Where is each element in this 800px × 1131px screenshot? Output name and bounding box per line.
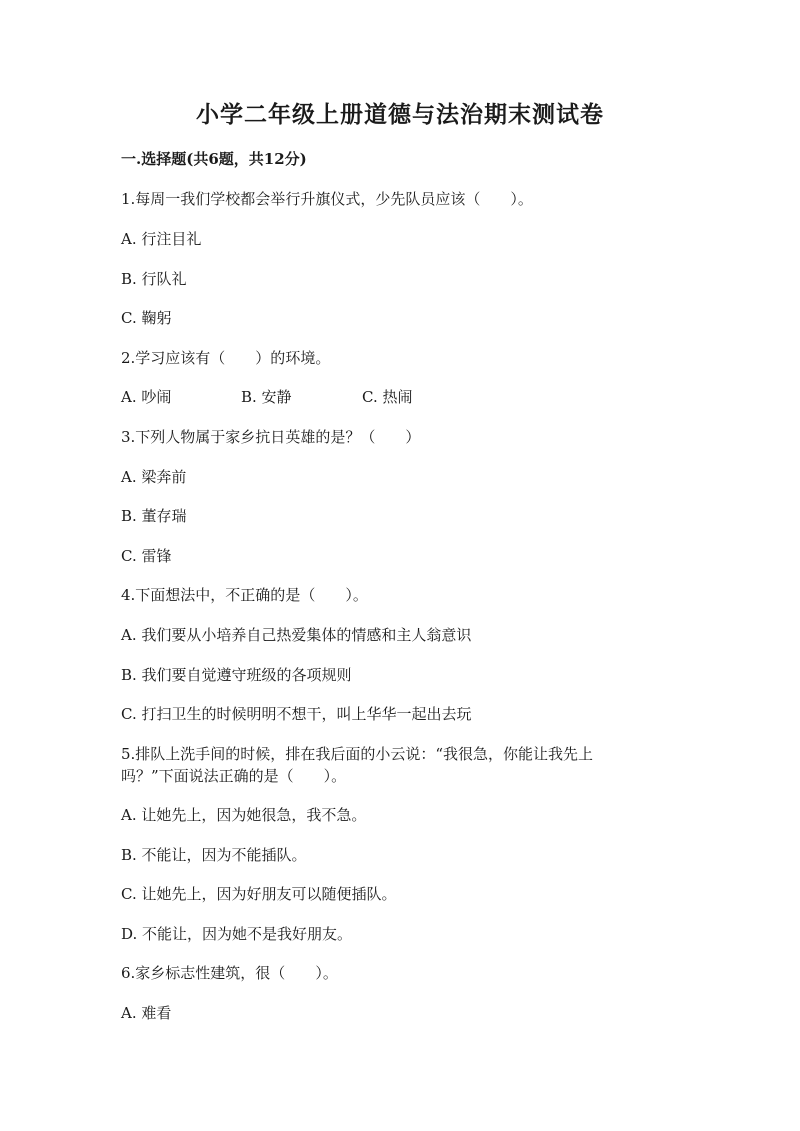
question-5-option-a: A. 让她先上，因为她很急，我不急。 [121,806,367,824]
question-3-option-c: C. 雷锋 [121,547,172,565]
question-4-option-c: C. 打扫卫生的时候明明不想干，叫上华华一起出去玩 [121,705,472,723]
question-1-option-b: B. 行队礼 [121,270,187,288]
section-heading: 一.选择题(共6题，共12分) [121,150,307,168]
page-title: 小学二年级上册道德与法治期末测试卷 [196,101,604,128]
question-6-option-a: A. 难看 [121,1004,172,1022]
question-1-option-c: C. 鞠躬 [121,309,172,327]
question-2-option-c: C. 热闹 [362,388,413,406]
question-4-stem: 4.下面想法中，不正确的是（ ）。 [121,586,368,604]
question-4-option-b: B. 我们要自觉遵守班级的各项规则 [121,666,352,684]
question-5-stem-line-1: 5.排队上洗手间的时候，排在我后面的小云说：“我很急，你能让我先上 [121,745,593,763]
question-5-option-d: D. 不能让，因为她不是我好朋友。 [121,925,353,943]
question-2-option-b: B. 安静 [241,388,292,406]
question-3-option-b: B. 董存瑞 [121,507,187,525]
question-1-option-a: A. 行注目礼 [121,230,202,248]
question-5-option-b: B. 不能让，因为不能插队。 [121,846,307,864]
question-2-stem: 2.学习应该有（ ）的环境。 [121,349,331,367]
question-4-option-a: A. 我们要从小培养自己热爱集体的情感和主人翁意识 [121,626,472,644]
question-3-stem: 3.下列人物属于家乡抗日英雄的是？（ ） [121,428,421,446]
question-3-option-a: A. 梁奔前 [121,468,187,486]
question-6-stem: 6.家乡标志性建筑，很（ ）。 [121,964,338,982]
question-5-stem-line-2: 吗？”下面说法正确的是（ ）。 [121,767,347,785]
question-2-options [121,386,681,408]
question-5-option-c: C. 让她先上，因为好朋友可以随便插队。 [121,885,397,903]
question-1-stem: 1.每周一我们学校都会举行升旗仪式，少先队员应该（ ）。 [121,190,533,208]
question-2-option-a: A. 吵闹 [121,388,172,406]
